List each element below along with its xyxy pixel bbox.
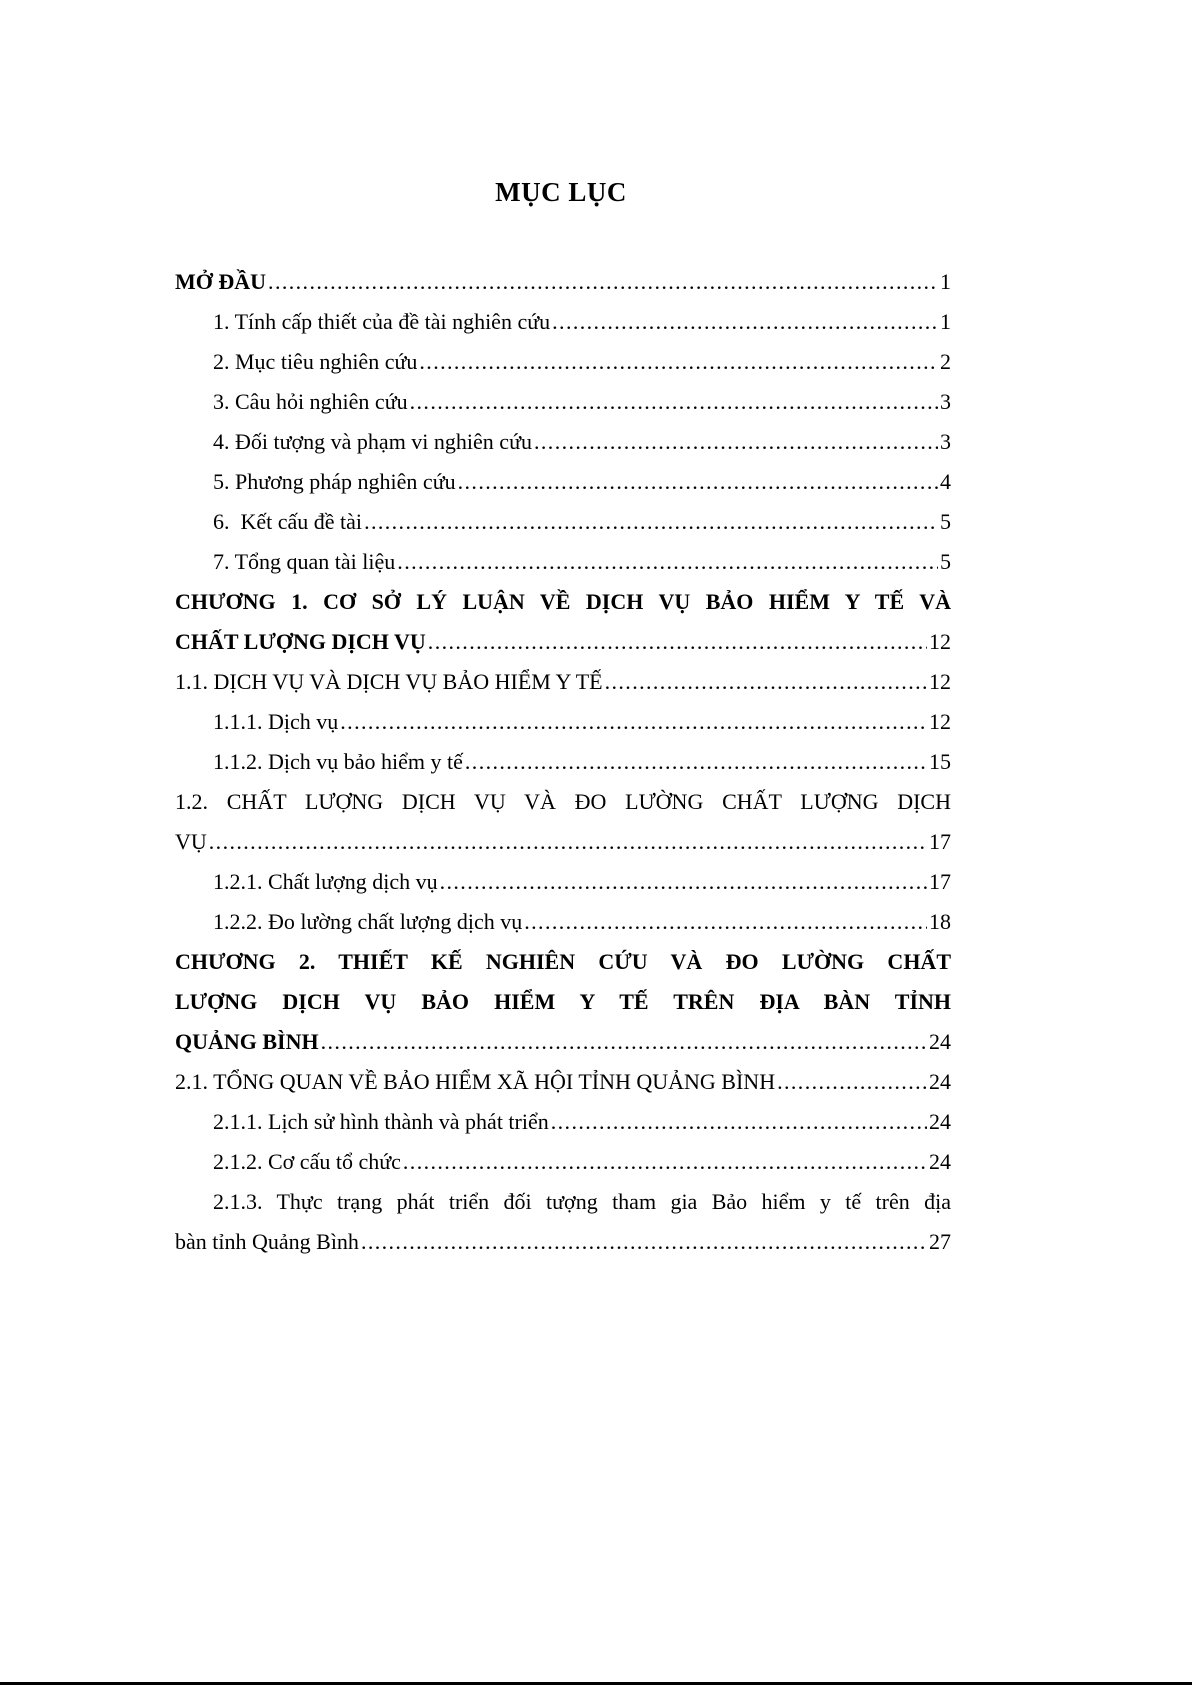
toc-leader [321,1022,927,1062]
toc-entry-text: VỤ [175,829,207,854]
toc-leader [777,1062,927,1102]
toc-entry-text: 1.2. CHẤT LƯỢNG DỊCH VỤ VÀ ĐO LƯỜNG CHẤT LƯỢNG DỊCH [175,789,951,814]
toc-entry-text: 6. Kết cấu đề tài [213,509,363,534]
toc-entry[interactable] [175,822,951,862]
toc-entry-text: MỞ ĐẦU [175,269,267,294]
toc-subsection-line[interactable] [175,1182,951,1222]
toc-page-number: 24 [929,1109,951,1134]
toc-entry-text: 2.1.3. Thực trạng phát triển đối tượng tham gia Bảo hiểm y tế trên địa [213,1189,951,1214]
toc-entry[interactable] [175,382,951,422]
toc-entry-text: 1.1.1. Dịch vụ [213,709,339,734]
toc-entry[interactable] [175,902,951,942]
toc-page-number: 12 [929,629,951,654]
toc-leader [551,1102,927,1142]
toc-entry-text: CHƯƠNG 1. CƠ SỞ LÝ LUẬN VỀ DỊCH VỤ BẢO HIỂM Y TẾ VÀ [175,589,951,614]
toc-page-number: 1 [940,269,951,294]
toc-page-number: 3 [940,389,951,414]
toc-leader [410,382,938,422]
toc-leader [524,902,927,942]
toc-entry[interactable] [175,622,951,662]
toc-entry-text: 1.2.2. Đo lường chất lượng dịch vụ [213,909,523,934]
toc-leader [268,262,938,302]
toc-leader [419,342,938,382]
toc-chapter-line[interactable] [175,982,951,1022]
toc-entry-text: 2.1.2. Cơ cấu tổ chức [213,1149,401,1174]
toc-page-number: 18 [929,909,951,934]
toc-entry-text: 1. Tính cấp thiết của đề tài nghiên cứu [213,309,551,334]
page-title: MỤC LỤC [495,177,627,207]
toc-entry-text: 2.1.1. Lịch sử hình thành và phát triển [213,1109,549,1134]
toc-entry-text: 1.2.1. Chất lượng dịch vụ [213,869,438,894]
toc-leader [340,702,927,742]
toc-entry[interactable] [175,262,951,302]
toc-entry[interactable] [175,662,951,702]
toc-leader [403,1142,927,1182]
toc-leader [458,462,938,502]
toc-page-number: 24 [929,1029,951,1054]
toc-page-number: 12 [929,669,951,694]
toc-chapter-line[interactable] [175,582,951,622]
toc-entry[interactable] [175,462,951,502]
toc-entry[interactable] [175,542,951,582]
toc-page-number: 5 [940,509,951,534]
toc-entry[interactable] [175,1062,951,1102]
toc-entry[interactable] [175,1102,951,1142]
toc-page-number: 3 [940,429,951,454]
toc-entry[interactable] [175,702,951,742]
toc-entry-text: CHƯƠNG 2. THIẾT KẾ NGHIÊN CỨU VÀ ĐO LƯỜNG CHẤT [175,949,951,974]
toc-page-number: 24 [929,1069,951,1094]
toc-leader [428,622,927,662]
toc-page-number: 15 [929,749,951,774]
toc-entry-text: 7. Tổng quan tài liệu [213,549,396,574]
toc-entry[interactable] [175,342,951,382]
toc-page-number: 12 [929,709,951,734]
toc-entry-text: 1.1.2. Dịch vụ bảo hiểm y tế [213,749,463,774]
toc-entry[interactable] [175,742,951,782]
toc-entry-text: 4. Đối tượng và phạm vi nghiên cứu [213,429,532,454]
toc-entry-text: QUẢNG BÌNH [175,1029,319,1054]
toc-section-line[interactable] [175,782,951,822]
toc-entry[interactable] [175,1222,951,1262]
toc-leader [534,422,938,462]
toc-entry[interactable] [175,1142,951,1182]
toc-page-number: 4 [940,469,951,494]
toc-entry-text: CHẤT LƯỢNG DỊCH VỤ [175,629,426,654]
toc-leader [605,662,927,702]
toc-page-number: 17 [929,829,951,854]
toc-entry-text: 1.1. DỊCH VỤ VÀ DỊCH VỤ BẢO HIỂM Y TẾ [175,669,603,694]
toc-leader [364,502,938,542]
toc-leader [552,302,938,342]
toc-chapter-line[interactable] [175,942,951,982]
toc-page-number: 27 [929,1229,951,1254]
toc-entry-text: 3. Câu hỏi nghiên cứu [213,389,408,414]
toc-page-number: 2 [940,349,951,374]
toc-page-number: 5 [940,549,951,574]
toc-entry-text: 5. Phương pháp nghiên cứu [213,469,456,494]
toc-leader [397,542,938,582]
toc-entry[interactable] [175,502,951,542]
toc-entry-text: LƯỢNG DỊCH VỤ BẢO HIỂM Y TẾ TRÊN ĐỊA BÀN TỈNH [175,989,951,1014]
toc-leader [440,862,927,902]
toc-page-number: 24 [929,1149,951,1174]
toc-leader [465,742,927,782]
toc-leader [209,822,927,862]
toc-entry-text: bàn tỉnh Quảng Bình [175,1229,359,1254]
toc-page-number: 1 [940,309,951,334]
toc-entry-text: 2. Mục tiêu nghiên cứu [213,349,418,374]
toc-entry[interactable] [175,862,951,902]
toc-page-number: 17 [929,869,951,894]
toc-entry-text: 2.1. TỔNG QUAN VỀ BẢO HIỂM XÃ HỘI TỈNH QUẢNG BÌNH [175,1069,776,1094]
toc-leader [361,1222,927,1262]
toc-entry[interactable] [175,422,951,462]
toc-entry[interactable] [175,1022,951,1062]
toc-entry[interactable] [175,302,951,342]
